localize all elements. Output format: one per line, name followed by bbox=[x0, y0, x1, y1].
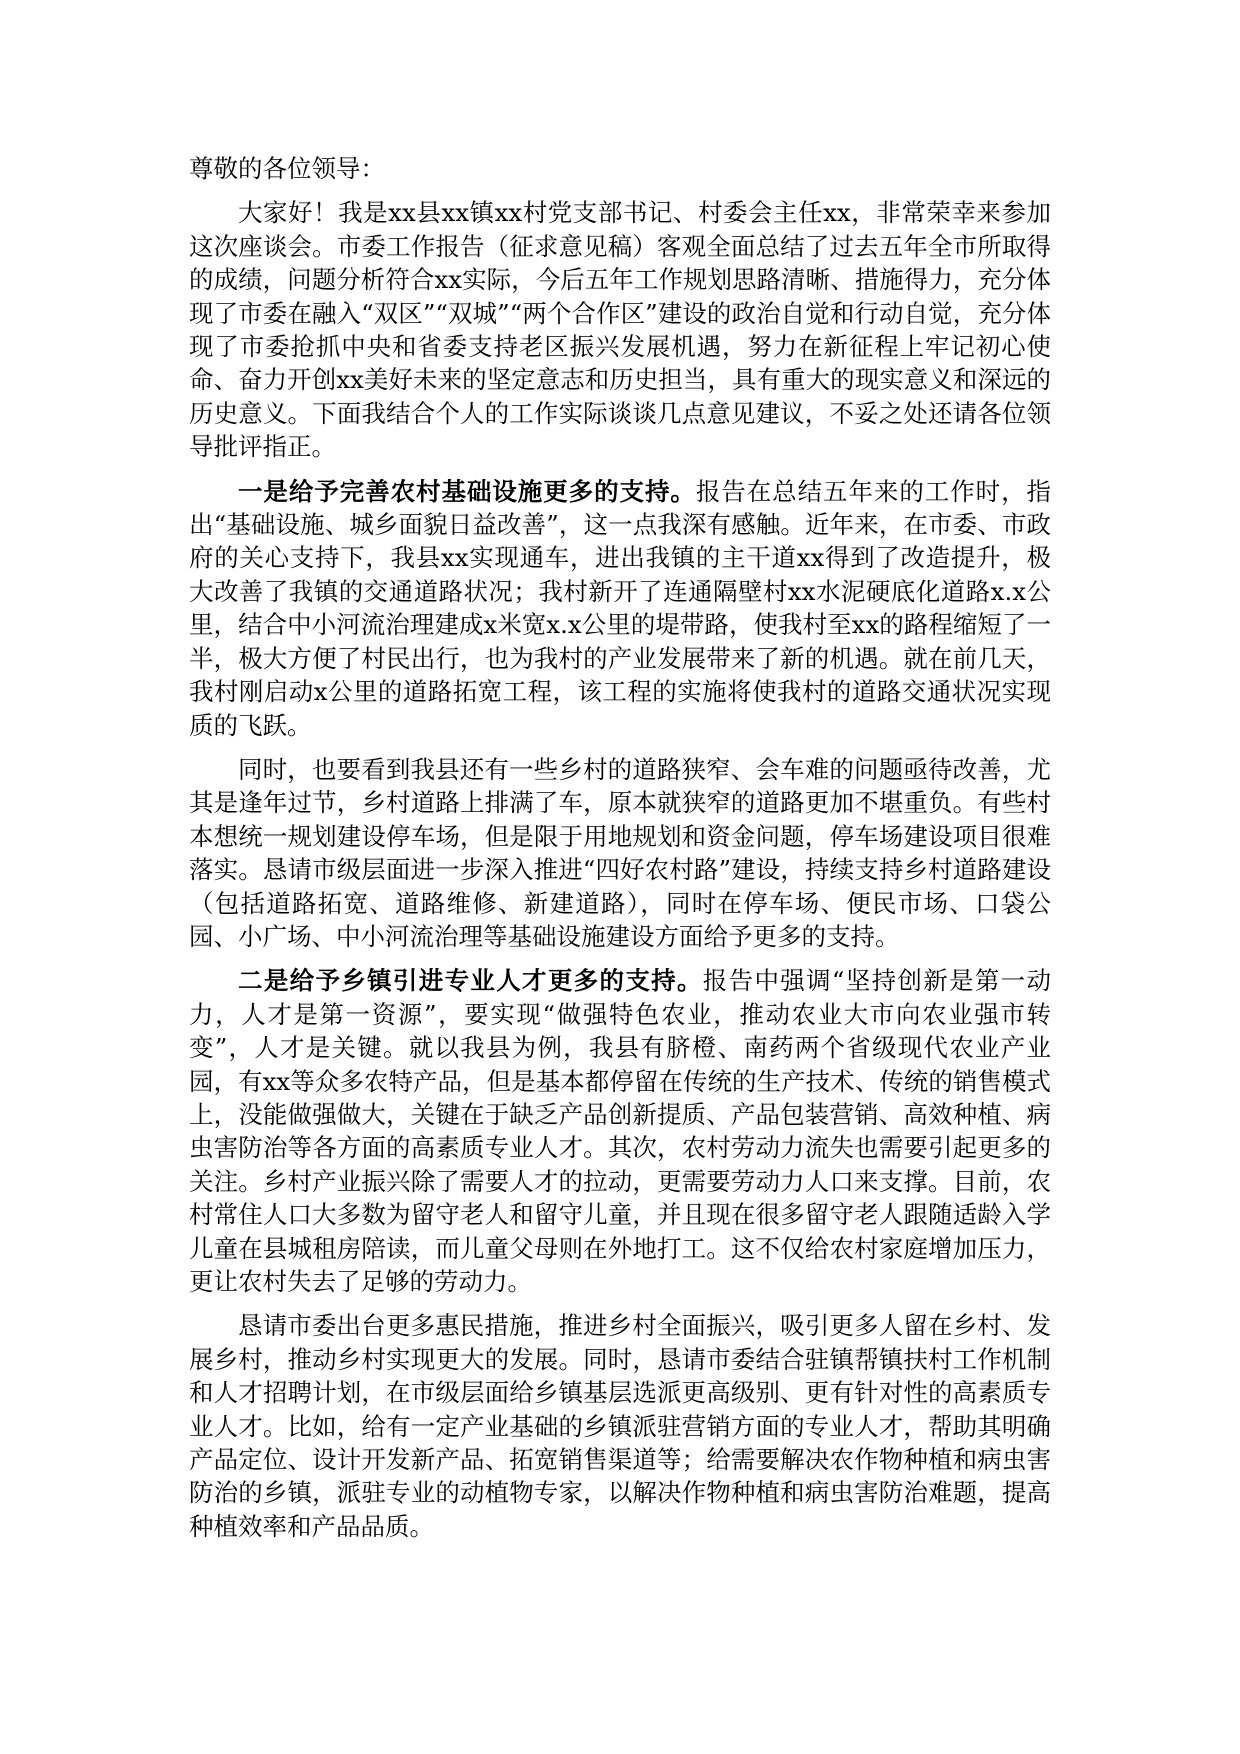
paragraph-lead-heading: 一是给予完善农村基础设施更多的支持。 bbox=[238, 476, 696, 506]
paragraph-lead-heading: 二是给予乡镇引进专业人才更多的支持。 bbox=[238, 966, 703, 996]
paragraph-text: 同时，也要看到我县还有一些乡村的道路狭窄、会车难的问题亟待改善，尤其是逢年过节，乡村道路上排满了车，原本就狭窄的道路更加不堪重负。有些村本想统一规划建设停车场，但是限于用地规划和资金问题，停车场建设项目很难落实。恳请市级层面进一步深入推进“四好农村路”建设，持续支持乡村道路建设（包括道路拓宽、道路维修、新建道路），同时在停车场、便民市场、口袋公园、小广场、中小河流治理等基础设施建设方面给予更多的支持。 bbox=[189, 754, 1051, 951]
paragraph-talent bbox=[189, 964, 1051, 1298]
paragraph-text: 报告中强调“坚持创新是第一动力，人才是第一资源”，要实现“做强特色农业，推动农业大市向农业强市转变”，人才是关键。就以我县为例，我县有脐橙、南药两个省级现代农业产业园，有xx等众多农特产品，但是基本都停留在传统的生产技术、传统的销售模式上，没能做强做大，关键在于缺乏产品创新提质、产品包装营销、高效种植、病虫害防治等各方面的高素质专业人才。其次，农村劳动力流失也需要引起更多的关注。乡村产业振兴除了需要人才的拉动，更需要劳动力人口来支撑。目前，农村常住人口大多数为留守老人和留守儿童，并且现在很多留守老人跟随适龄入学儿童在县城租房陪读，而儿童父母则在外地打工。这不仅给农村家庭增加压力，更让农村失去了足够的劳动力。 bbox=[189, 966, 1052, 1296]
paragraph-infrastructure bbox=[189, 475, 1051, 742]
document-body bbox=[189, 152, 1051, 1553]
paragraph-roads bbox=[189, 753, 1051, 953]
paragraph-request bbox=[189, 1309, 1051, 1543]
paragraph-text: 大家好！我是xx县xx镇xx村党支部书记、村委会主任xx，非常荣幸来参加这次座谈会。市委工作报告（征求意见稿）客观全面总结了过去五年全市所取得的成绩，问题分析符合xx实际，今后五年工作规划思路清晰、措施得力，充分体现了市委在融入“双区”“双城”“两个合作区”建设的政治自觉和行动自觉，充分体现了市委抢抓中央和省委支持老区振兴发展机遇，努力在新征程上牢记初心使命、奋力开创xx美好未来的坚定意志和历史担当，具有重大的现实意义和深远的历史意义。下面我结合个人的工作实际谈谈几点意见建议，不妥之处还请各位领导批评指正。 bbox=[189, 198, 1051, 462]
paragraph-text: 恳请市委出台更多惠民措施，推进乡村全面振兴，吸引更多人留在乡村、发展乡村，推动乡村实现更大的发展。同时，恳请市委结合驻镇帮镇扶村工作机制和人才招聘计划，在市级层面给乡镇基层选派更高级别、更有针对性的高素质专业人才。比如，给有一定产业基础的乡镇派驻营销方面的专业人才，帮助其明确产品定位、设计开发新产品、拓宽销售渠道等；给需要解决农作物种植和病虫害防治的乡镇，派驻专业的动植物专家，以解决作物种植和病虫害防治难题，提高种植效率和产品品质。 bbox=[189, 1311, 1051, 1541]
salutation: 尊敬的各位领导： bbox=[189, 154, 385, 183]
paragraph-opening bbox=[189, 196, 1051, 463]
paragraph-text: 报告在总结五年来的工作时，指出“基础设施、城乡面貌日益改善”，这一点我深有感触。近年来，在市委、市政府的关心支持下，我县xx实现通车，进出我镇的主干道xx得到了改造提升，极大改善了我镇的交通道路状况；我村新开了连通隔壁村xx水泥硬底化道路x.x公里，结合中小河流治理建成x米宽x.x公里的堤带路，使我村至xx的路程缩短了一半，极大方便了村民出行，也为我村的产业发展带来了新的机遇。就在前几天，我村刚启动x公里的道路拓宽工程，该工程的实施将使我村的道路交通状况实现质的飞跃。 bbox=[189, 476, 1052, 740]
